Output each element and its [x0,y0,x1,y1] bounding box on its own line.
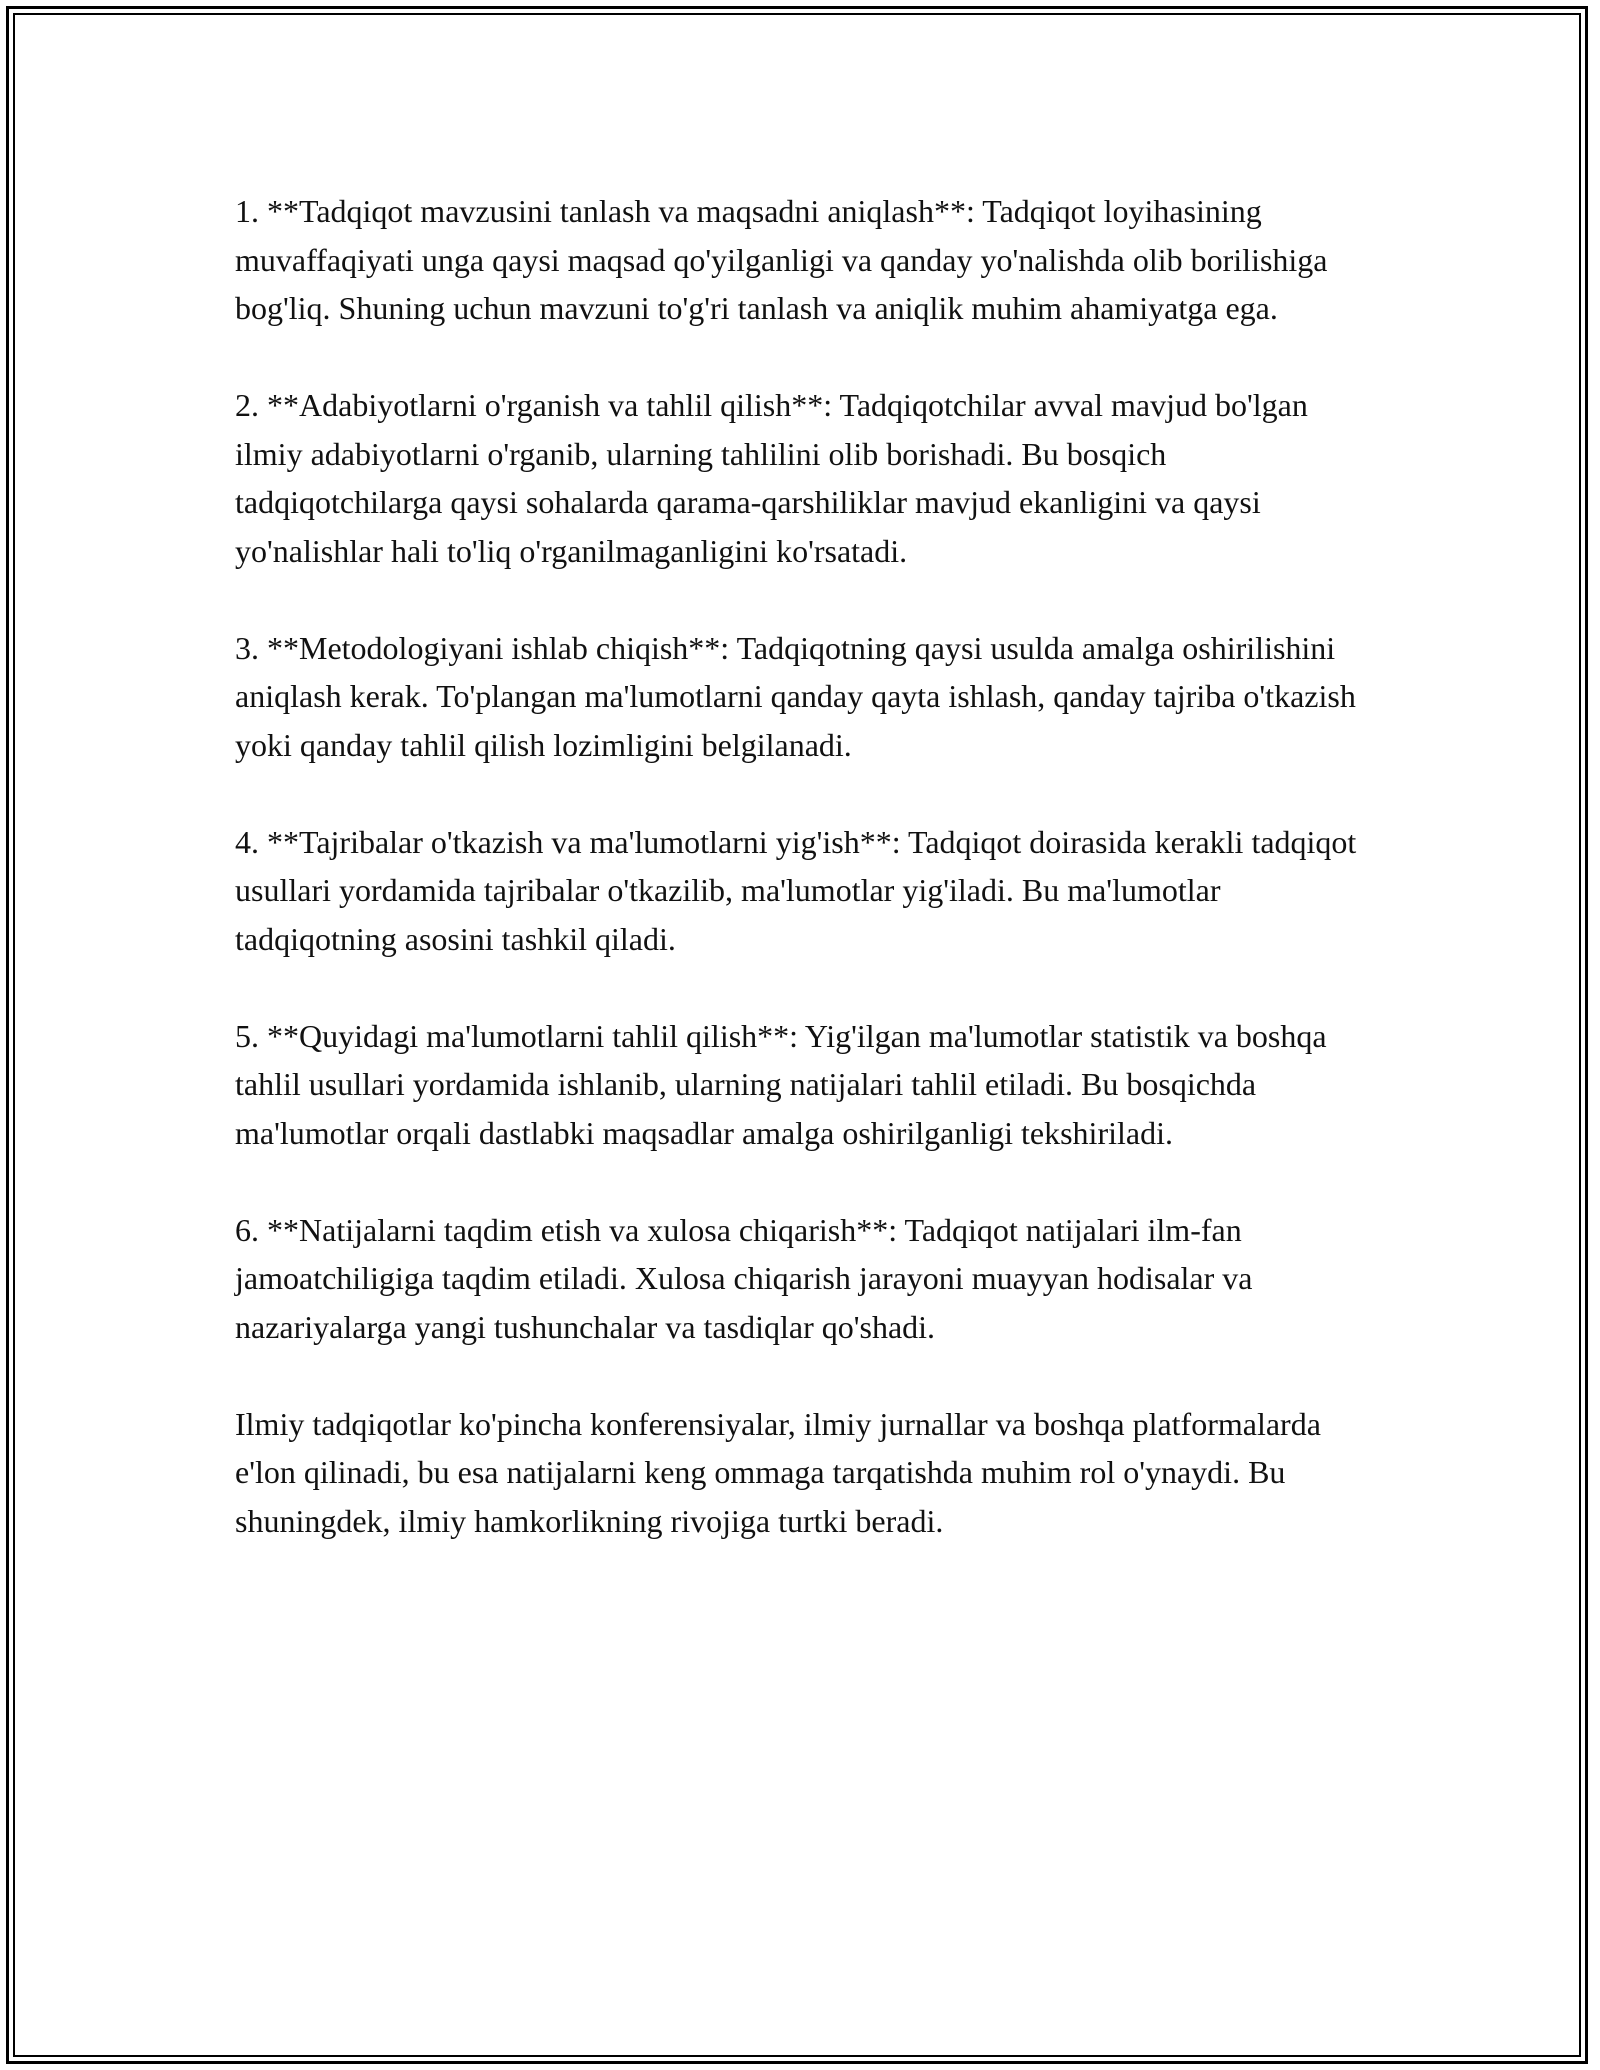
paragraph-step-2: 2. **Adabiyotlarni o'rganish va tahlil qilish**: Tadqiqotchilar avval mavjud bo'lgan ilmiy adabiyotlarni o'rganib, ularning tahlilini olib borishadi. Bu bosqich tadqiqotchilarga qaysi sohalarda qarama-qarshiliklar mavjud ekanligini va qaysi yo'nalishlar hali to'liq o'rganilmaganligini ko'rsatadi. [235,387,1308,569]
paragraph-step-3: 3. **Metodologiyani ishlab chiqish**: Tadqiqotning qaysi usulda amalga oshirilishini aniqlash kerak. To'plangan ma'lumotlarni qanday qayta ishlash, qanday tajriba o'tkazish yoki qanday tahlil qilish lozimligini belgilanadi. [235,629,1356,763]
paragraph-step-4: 4. **Tajribalar o'tkazish va ma'lumotlarni yig'ish**: Tadqiqot doirasida kerakli tadqiqot usullari yordamida tajribalar o'tkazilib, ma'lumotlar yig'iladi. Bu ma'lumotlar tadqiqotning asosini tashkil qiladi. [235,823,1357,957]
paragraph-step-5: 5. **Quyidagi ma'lumotlarni tahlil qilish**: Yig'ilgan ma'lumotlar statistik va boshqa tahlil usullari yordamida ishlanib, ularning natijalari tahlil etiladi. Bu bosqichda ma'lumotlar orqali dastlabki maqsadlar amalga oshirilganligi tekshiriladi. [235,1017,1327,1151]
document-body [235,187,1375,1594]
paragraph-conclusion: Ilmiy tadqiqotlar ko'pincha konferensiyalar, ilmiy jurnallar va boshqa platformalarda e'lon qilinadi, bu esa natijalarni keng ommaga tarqatishda muhim rol o'ynaydi. Bu shuningdek, ilmiy hamkorlikning rivojiga turtki beradi. [235,1405,1321,1539]
paragraph-step-1: 1. **Tadqiqot mavzusini tanlash va maqsadni aniqlash**: Tadqiqot loyihasining muvaffaqiyati unga qaysi maqsad qo'yilganligi va qanday yo'nalishda olib borilishiga bog'liq. Shuning uchun mavzuni to'g'ri tanlash va aniqlik muhim ahamiyatga ega. [235,193,1328,326]
paragraph-step-6: 6. **Natijalarni taqdim etish va xulosa chiqarish**: Tadqiqot natijalari ilm-fan jamoatchiligiga taqdim etiladi. Xulosa chiqarish jarayoni muayyan hodisalar va nazariyalarga yangi tushunchalar va tasdiqlar qo'shadi. [235,1211,1253,1345]
